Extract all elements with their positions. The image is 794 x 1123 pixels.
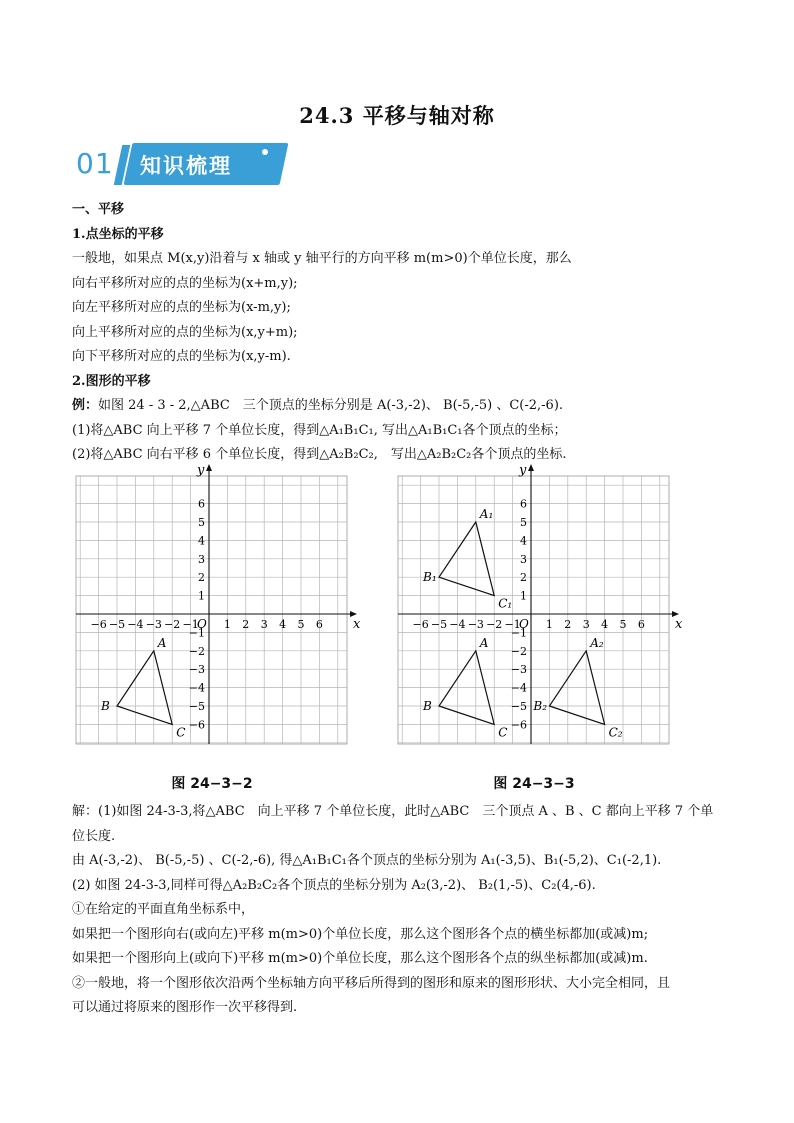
x-tick-label: 1 <box>545 618 553 631</box>
solution-section <box>72 800 732 1021</box>
y-tick-label: −3 <box>510 663 527 677</box>
vertex-label: A₂ <box>590 635 604 650</box>
subheading-shape-translation: 2.图形的平移 <box>72 373 151 389</box>
vertex-label: A <box>479 635 489 650</box>
example-text: 如图 24 - 3 - 2,△ABC 三个顶点的坐标分别是 A(-3,-2)、 B(-5,-5) 、C(-2,-6). <box>98 398 564 413</box>
example-statement <box>72 394 732 419</box>
origin-label: O <box>519 617 529 631</box>
vertex-label: B₂ <box>533 699 548 713</box>
x-tick-label: −2 <box>486 618 503 631</box>
vertex-label: C <box>498 725 508 740</box>
x-tick-label: −4 <box>449 618 466 631</box>
solution-line: 由 A(-3,-2)、 B(-5,-5) 、C(-2,-6), 得△A₁B₁C₁各个顶点的坐标分别为 A₁(-3,5)、B₁(-5,2)、C₁(-2,1). <box>72 853 662 868</box>
x-tick-label: 3 <box>260 618 268 631</box>
solution-line: 位长度. <box>72 828 116 844</box>
question-2: (2)将△ABC 向右平移 6 个单位长度，得到△A₂B₂C₂, 写出△A₂B₂C₂各个顶点的坐标. <box>72 447 567 462</box>
banner-dot-icon <box>262 149 268 155</box>
x-tick-label: −3 <box>145 618 162 631</box>
x-tick-label: 5 <box>297 618 305 631</box>
example-label: 例： <box>72 398 99 413</box>
paragraph: 一般地，如果点 M(x,y)沿着与 x 轴或 y 轴平行的方向平移 m(m>0)个单位长度，那么 <box>72 251 572 266</box>
solution-line: 如果把一个图形向上(或向下)平移 m(m>0)个单位长度，那么这个图形各个点的纵坐标都加(或减)m. <box>72 951 648 966</box>
y-tick-label: 1 <box>520 589 527 603</box>
y-tick-label: 6 <box>198 497 205 511</box>
x-tick-label: 1 <box>223 618 231 631</box>
section-heading: 一、平移 <box>72 202 125 217</box>
y-tick-label: 5 <box>520 516 527 529</box>
figure-caption-1: 图 24−3−2 <box>171 776 253 792</box>
knowledge-section <box>72 198 732 468</box>
banner-label: 知识梳理 <box>140 154 232 178</box>
figure-24-3-2 <box>72 462 362 762</box>
y-tick-label: −5 <box>188 700 205 713</box>
vertex-label: C₂ <box>608 725 623 740</box>
figures <box>72 462 682 802</box>
vertex-label: B <box>101 699 110 713</box>
y-tick-label: −1 <box>188 626 205 640</box>
y-tick-label: 4 <box>520 534 527 548</box>
y-axis-label: y <box>519 463 527 478</box>
x-tick-label: 5 <box>619 618 627 631</box>
solution-line: ②一般地，将一个图形依次沿两个坐标轴方向平移后所得到的图形和原来的图形形状、大小完全相同，且 <box>72 975 671 991</box>
vertex-label: B₁ <box>423 570 437 585</box>
paragraph: 向上平移所对应的点的坐标为(x,y+m); <box>72 324 298 340</box>
x-tick-label: 2 <box>242 618 250 631</box>
y-tick-label: −1 <box>510 626 527 640</box>
y-tick-label: −2 <box>510 644 527 658</box>
section-banner <box>76 141 290 189</box>
y-tick-label: −4 <box>510 681 527 695</box>
y-tick-label: 6 <box>520 497 527 511</box>
x-tick-label: −2 <box>164 618 181 631</box>
x-tick-label: 6 <box>315 618 323 631</box>
solution-line: (2) 如图 24-3-3,同样可得△A₂B₂C₂各个顶点的坐标分别为 A₂(3,-2)、 B₂(1,-5)、C₂(4,-6). <box>72 877 596 893</box>
x-tick-label: −3 <box>467 618 484 631</box>
y-tick-label: −6 <box>188 718 205 732</box>
figure-caption-2: 图 24−3−3 <box>493 776 575 792</box>
x-tick-label: 2 <box>564 618 572 631</box>
y-tick-label: −4 <box>188 681 205 695</box>
y-tick-label: −5 <box>510 700 527 713</box>
solution-line: 如果把一个图形向右(或向左)平移 m(m>0)个单位长度，那么这个图形各个点的横坐标都加(或减)m; <box>72 926 649 942</box>
vertex-label: B <box>423 699 432 713</box>
vertex-label: C <box>176 725 186 740</box>
banner-number: 01 <box>76 147 114 180</box>
y-axis-arrow-icon <box>206 464 212 471</box>
y-tick-label: 4 <box>198 534 205 548</box>
vertex-label: A₁ <box>479 507 494 521</box>
paragraph: 向左平移所对应的点的坐标为(x-m,y); <box>72 300 291 315</box>
y-axis-label: y <box>197 463 205 478</box>
coordinate-grid-1 <box>72 462 362 762</box>
x-tick-label: −5 <box>108 618 126 631</box>
x-tick-label: 4 <box>601 618 609 631</box>
x-tick-label: −5 <box>430 618 448 631</box>
y-tick-label: 5 <box>198 516 205 529</box>
x-tick-label: −1 <box>182 618 199 631</box>
y-tick-label: 3 <box>198 552 205 566</box>
x-tick-label: 4 <box>279 618 287 631</box>
solution-line: 解：(1)如图 24-3-3,将△ABC 向上平移 7 个单位长度，此时△ABC 三个顶点 A 、B 、C 都向上平移 7 个单 <box>72 804 714 819</box>
vertex-label: A <box>157 635 167 650</box>
y-axis-arrow-icon <box>528 464 534 471</box>
figure-24-3-3 <box>394 462 684 762</box>
x-axis-label: x <box>675 617 683 632</box>
y-tick-label: 1 <box>198 589 205 603</box>
coordinate-grid-2 <box>394 462 684 762</box>
paragraph: 向下平移所对应的点的坐标为(x,y-m). <box>72 349 291 364</box>
paragraph: 向右平移所对应的点的坐标为(x+m,y); <box>72 275 298 291</box>
page-title: 24.3 平移与轴对称 <box>299 103 495 128</box>
y-tick-label: 3 <box>520 552 527 566</box>
y-tick-label: 2 <box>198 571 205 585</box>
x-tick-label: −6 <box>412 618 429 631</box>
x-tick-label: 3 <box>582 618 590 631</box>
subheading-point-translation: 1.点坐标的平移 <box>72 226 164 242</box>
x-tick-label: −6 <box>90 618 107 631</box>
question-1: (1)将△ABC 向上平移 7 个单位长度，得到△A₁B₁C₁, 写出△A₁B₁C₁各个顶点的坐标； <box>72 422 567 438</box>
y-tick-label: −3 <box>188 663 205 677</box>
x-tick-label: 6 <box>637 618 645 631</box>
y-tick-label: 2 <box>520 571 527 585</box>
y-tick-label: −2 <box>188 644 205 658</box>
solution-line: ①在给定的平面直角坐标系中， <box>72 902 255 917</box>
x-tick-label: −4 <box>127 618 144 631</box>
y-tick-label: −6 <box>510 718 527 732</box>
origin-label: O <box>197 617 207 631</box>
solution-line: 可以通过将原来的图形作一次平移得到. <box>72 1000 298 1015</box>
x-axis-label: x <box>353 617 361 632</box>
x-tick-label: −1 <box>504 618 521 631</box>
vertex-label: C₁ <box>498 596 513 611</box>
